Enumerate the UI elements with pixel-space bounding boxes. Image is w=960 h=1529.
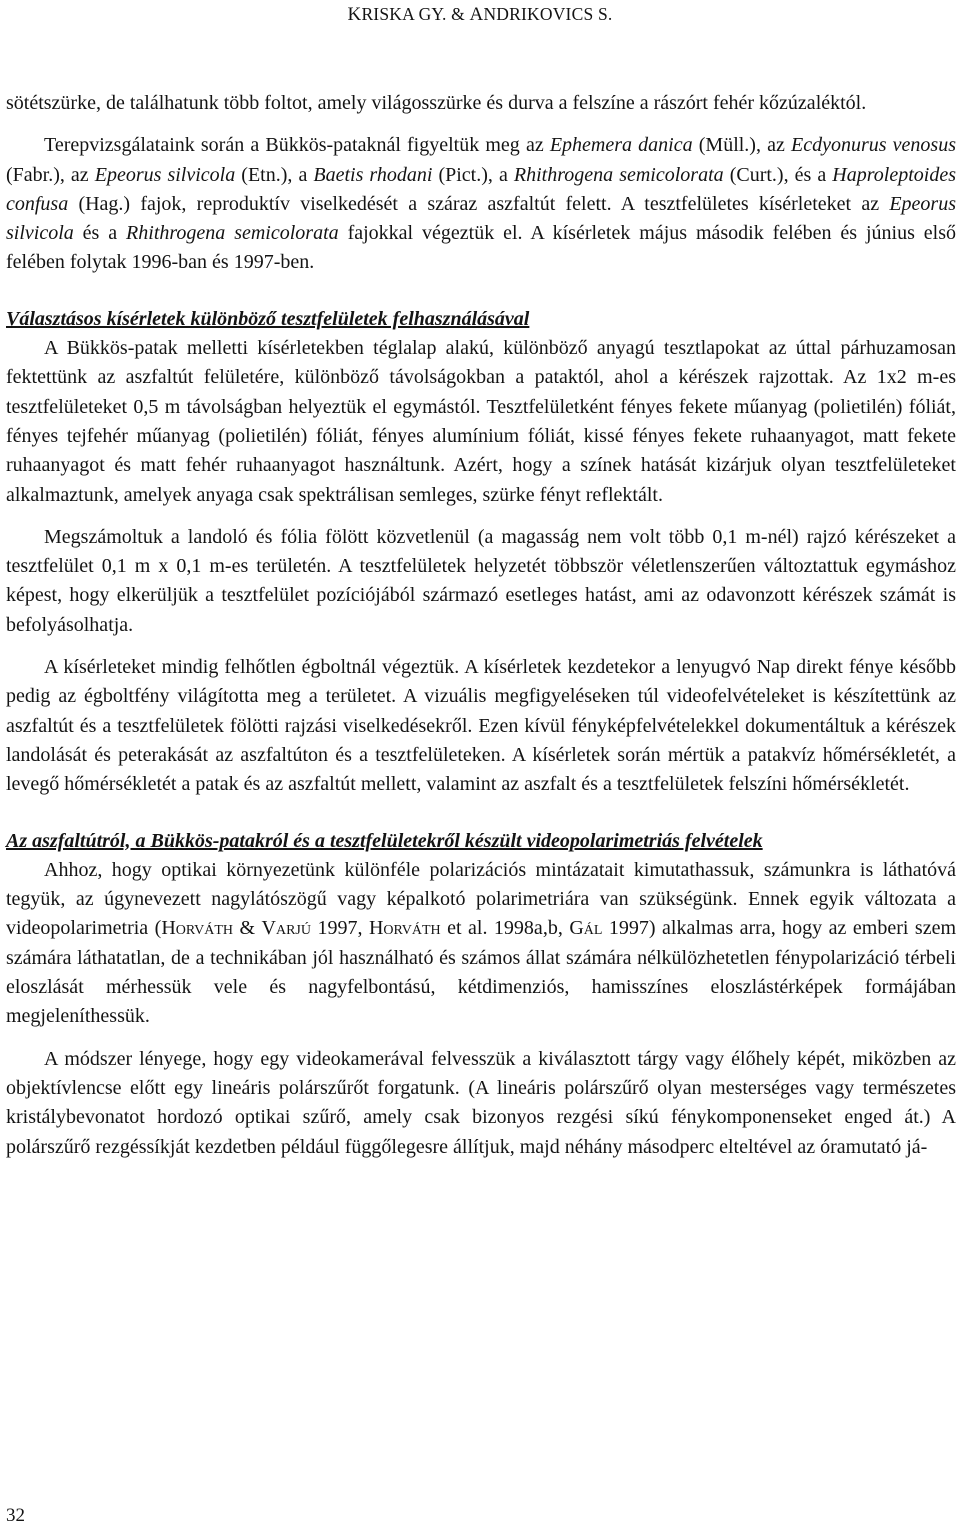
author2-given: S. [597,4,613,24]
paragraph-2: Terepvizsgálataink során a Bükkös-pataknál figyeltük meg az Ephemera danica (Müll.), az Ecdyonurus venosus (Fabr.), az Epeorus silvicola (Etn.), a Baetis rhodani (Pict.), a Rhithrogena semicolorata (Curt.), és a Haproleptoides confusa (Hag.) fajok, reproduktív viselkedését a száraz aszfaltút felett. A tesztfelületes kísérleteket az Epeorus silvicola és a Rhithrogena semicolorata fajokkal végeztük el. A kísérletek május második felében és június első felében folytak 1996-ban és 1997-ben. [6,134,957,274]
author-name: Horváth [368,917,441,940]
author-name: Gál [569,917,603,940]
species-name: Ecdyonurus venosus [791,134,956,157]
paragraph-6: Ahhoz, hogy optikai környezetünk különféle polarizációs mintázatait kimutathassuk, számunkra is láthatóvá tegyük, az úgynevezett nagylátószögű vagy képalkotó polarimetriára van szükségünk. Ennek egyik változata a videopolarimetria (Horváth & Varjú 1997, Horváth et al. 1998a,b, Gál 1997) alkalmas arra, hogy az emberi szem számára láthatatlan, de a technikában jól használható és számos állat számára nélkülözhetetlen fénypolarizáció térbeli eloszlását mérhessük vele és nagyfelbontású, kétdimenziós, hamisszínes eloszlástérképek formájában megjeleníthessük. [6,858,957,1028]
author1-initial: K [347,4,362,25]
author-name: Varjú [261,917,311,940]
page-number: 32 [6,1505,25,1526]
author-name: Horváth [161,917,233,940]
species-name: Epeorus silvicola [6,192,956,245]
author2-surname: NDRIKOVICS [483,4,594,24]
section-heading-2: Az aszfaltútról, a Bükkös-patakról és a tesztfelületekről készült videopolarimetriás felvételek [6,829,763,852]
running-head [0,2,960,27]
body-text [6,89,956,1162]
author2-initial: A [469,4,484,25]
paragraph-4: Megszámoltuk a landoló és fólia fölött közvetlenül (a magasság nem volt több 0,1 m-nél) rajzó kérészeket a tesztfelület 0,1 m x 0,1 m-es területén. A tesztfelületek helyzetét többször véletlenszerűen változtattuk egymáshoz képest, hogy elkerüljük a tesztfelület pozíciójából származó esetleges hatást, ami az odavonzott kérészek számát is befolyásolhatja. [6,525,956,636]
species-name: Rhithrogena semicolorata [126,222,339,245]
species-name: Rhithrogena semicolorata [513,163,724,186]
paragraph-7: A módszer lényege, hogy egy videokamerával felvesszük a kiválasztott tárgy vagy élőhely képét, miközben az objektívlencse előtt egy lineáris polárszűrőt forgatunk. (A lineáris polárszűrő olyan mesterséges vagy természetes kristálybevonatot hordozó optikai szűrő, amely csak bizonyos rezgési síkú fénykomponenseket enged át.) A polárszűrő rezgéssíkját kezdetben például függőlegesre állítjuk, majd néhány másodperc elteltével az óramutató já- [6,1047,956,1158]
species-name: Epeorus silvicola [94,163,236,186]
section-heading-1: Választásos kísérletek különböző tesztfelületek felhasználásával [6,307,530,330]
author1-surname: RISKA [361,4,414,24]
species-name: Ephemera danica [549,134,693,157]
author-separator: & [451,4,465,24]
paragraph-5: A kísérleteket mindig felhőtlen égboltnál végeztük. A kísérletek kezdetekor a lenyugvó Nap direkt fénye később pedig az égboltfény világította meg a területet. A vizuális megfigyeléseken túl videofelvételeket is készítettünk az aszfaltút és a tesztfelületek fölötti rajzási viselkedésekről. Ezen kívül fényképfelvételekkel dokumentáltuk a kérészek landolását és peterakását az aszfaltúton és a tesztfelületeken. A kísérletek során mértük a patakvíz hőmérsékletét, a levegő hőmérsékletét a patak és az aszfaltút mellett, valamint az aszfalt és a tesztfelületek felszíni hőmérsékletét. [6,656,956,796]
species-name: Baetis rhodani [313,163,433,186]
paragraph-1: sötétszürke, de találhatunk több foltot, amely világosszürke és durva a felszíne a rászórt fehér kőzúzaléktól. [6,92,867,114]
species-name: Haproleptoides confusa [6,163,956,215]
paragraph-3: A Bükkös-patak melletti kísérletekben téglalap alakú, különböző anyagú tesztlapokat az úttal párhuzamosan fektettünk az aszfaltút felületére, különböző távolságokban a pataktól, ahol a kérészek rajzottak. Az 1x2 m-es tesztfelületeket 0,5 m távolságban helyeztük el egymástól. Tesztfelületként fényes fekete műanyag (polietilén) fóliát, fényes tejfehér műanyag (polietilén) fóliát, fényes alumínium fóliát, kissé fényes fekete ruhaanyagot, matt fekete ruhaanyagot és matt fehér ruhaanyagot használtunk. Azért, hogy a színek hatását kizárjuk olyan tesztfelületeket alkalmaztunk, amelyek anyaga csak spektrálisan semleges, szürke fényt reflektált. [6,337,956,506]
author1-given: GY. [418,4,447,24]
